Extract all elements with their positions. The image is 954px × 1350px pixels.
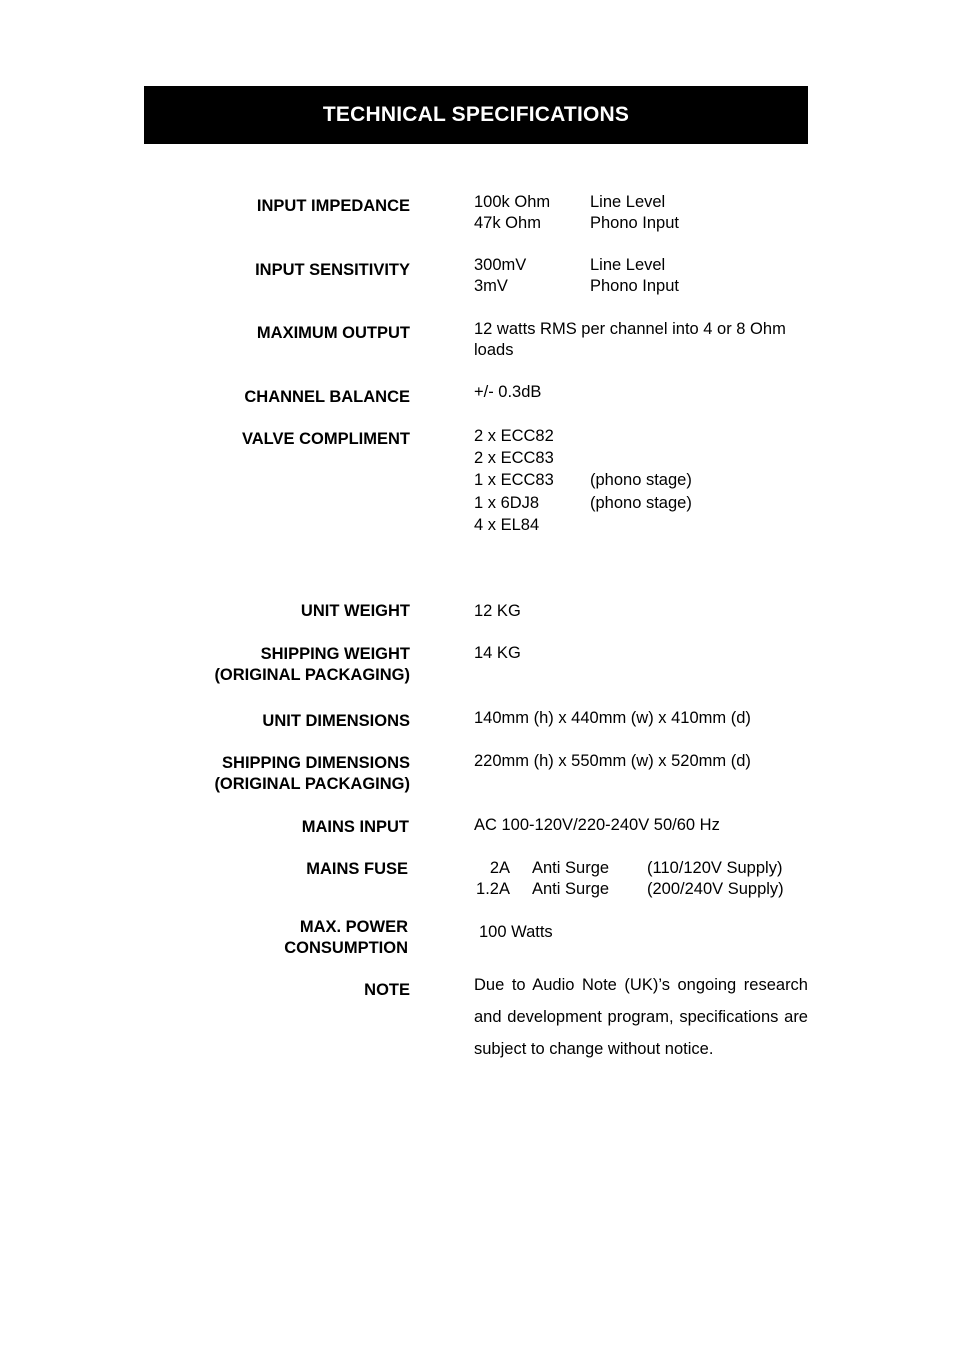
spec-label-mains-input: MAINS INPUT bbox=[301, 818, 409, 836]
spec-label-unit-dimensions: UNIT DIMENSIONS bbox=[262, 712, 410, 730]
spec-value: 2 x ECC83 bbox=[474, 449, 554, 467]
spec-label-mains-fuse: MAINS FUSE bbox=[306, 860, 408, 878]
spec-desc: Phono Input bbox=[590, 214, 679, 232]
note-text: Due to Audio Note (UK)’s ongoing research and development program, specifications are subject to change without notice. bbox=[474, 976, 808, 1058]
spec-value: 140mm (h) x 440mm (w) x 410mm (d) bbox=[474, 709, 751, 727]
spec-label-unit-weight: UNIT WEIGHT bbox=[300, 602, 410, 620]
fuse-supply: (200/240V Supply) bbox=[647, 880, 784, 898]
spec-value: 12 KG bbox=[474, 602, 521, 620]
spec-label-max-power: MAX. POWER bbox=[299, 918, 408, 936]
section-title-banner bbox=[144, 86, 808, 144]
spec-label-input-impedance: INPUT IMPEDANCE bbox=[256, 197, 410, 215]
spec-label-max-power-sub: CONSUMPTION bbox=[284, 939, 408, 957]
spec-label-note: NOTE bbox=[364, 981, 410, 999]
spec-value: 1 x 6DJ8 bbox=[474, 494, 540, 512]
spec-label-shipping-dimensions-sub: (ORIGINAL PACKAGING) bbox=[214, 775, 410, 793]
spec-desc: Phono Input bbox=[590, 277, 679, 295]
spec-label-valve-compliment: VALVE COMPLIMENT bbox=[241, 430, 410, 448]
spec-value: 1 x ECC83 bbox=[474, 471, 554, 489]
spec-value: 12 watts RMS per channel into 4 or 8 Ohm bbox=[474, 320, 786, 338]
spec-value: loads bbox=[474, 341, 514, 359]
fuse-rating: 1.2A bbox=[476, 880, 510, 898]
spec-desc: (phono stage) bbox=[590, 494, 692, 512]
spec-label-input-sensitivity: INPUT SENSITIVITY bbox=[255, 261, 410, 279]
spec-label-shipping-weight-sub: (ORIGINAL PACKAGING) bbox=[214, 666, 410, 684]
fuse-rating: 2A bbox=[489, 859, 510, 877]
spec-value: 3mV bbox=[474, 277, 508, 295]
spec-label-shipping-dimensions: SHIPPING DIMENSIONS bbox=[222, 754, 410, 772]
spec-value: 100k Ohm bbox=[474, 193, 551, 211]
spec-label-shipping-weight: SHIPPING WEIGHT bbox=[260, 645, 410, 663]
spec-value: +/- 0.3dB bbox=[474, 383, 542, 401]
spec-value: 220mm (h) x 550mm (w) x 520mm (d) bbox=[474, 752, 751, 770]
spec-value: 4 x EL84 bbox=[474, 516, 540, 534]
page-title: TECHNICAL SPECIFICATIONS bbox=[322, 103, 630, 126]
spec-desc: (phono stage) bbox=[590, 471, 692, 489]
spec-value: 300mV bbox=[474, 256, 527, 274]
spec-value: 14 KG bbox=[474, 644, 521, 662]
spec-value: AC 100-120V/220-240V 50/60 Hz bbox=[474, 816, 720, 834]
fuse-supply: (110/120V Supply) bbox=[647, 859, 783, 877]
spec-label-maximum-output: MAXIMUM OUTPUT bbox=[256, 324, 410, 342]
spec-desc: Line Level bbox=[590, 256, 666, 274]
spec-label-channel-balance: CHANNEL BALANCE bbox=[244, 388, 410, 406]
spec-value: 100 Watts bbox=[479, 923, 553, 941]
spec-value: 2 x ECC82 bbox=[474, 427, 554, 445]
spec-desc: Line Level bbox=[590, 193, 666, 211]
fuse-type: Anti Surge bbox=[532, 859, 610, 877]
fuse-type: Anti Surge bbox=[532, 880, 610, 898]
spec-value: 47k Ohm bbox=[474, 214, 541, 232]
